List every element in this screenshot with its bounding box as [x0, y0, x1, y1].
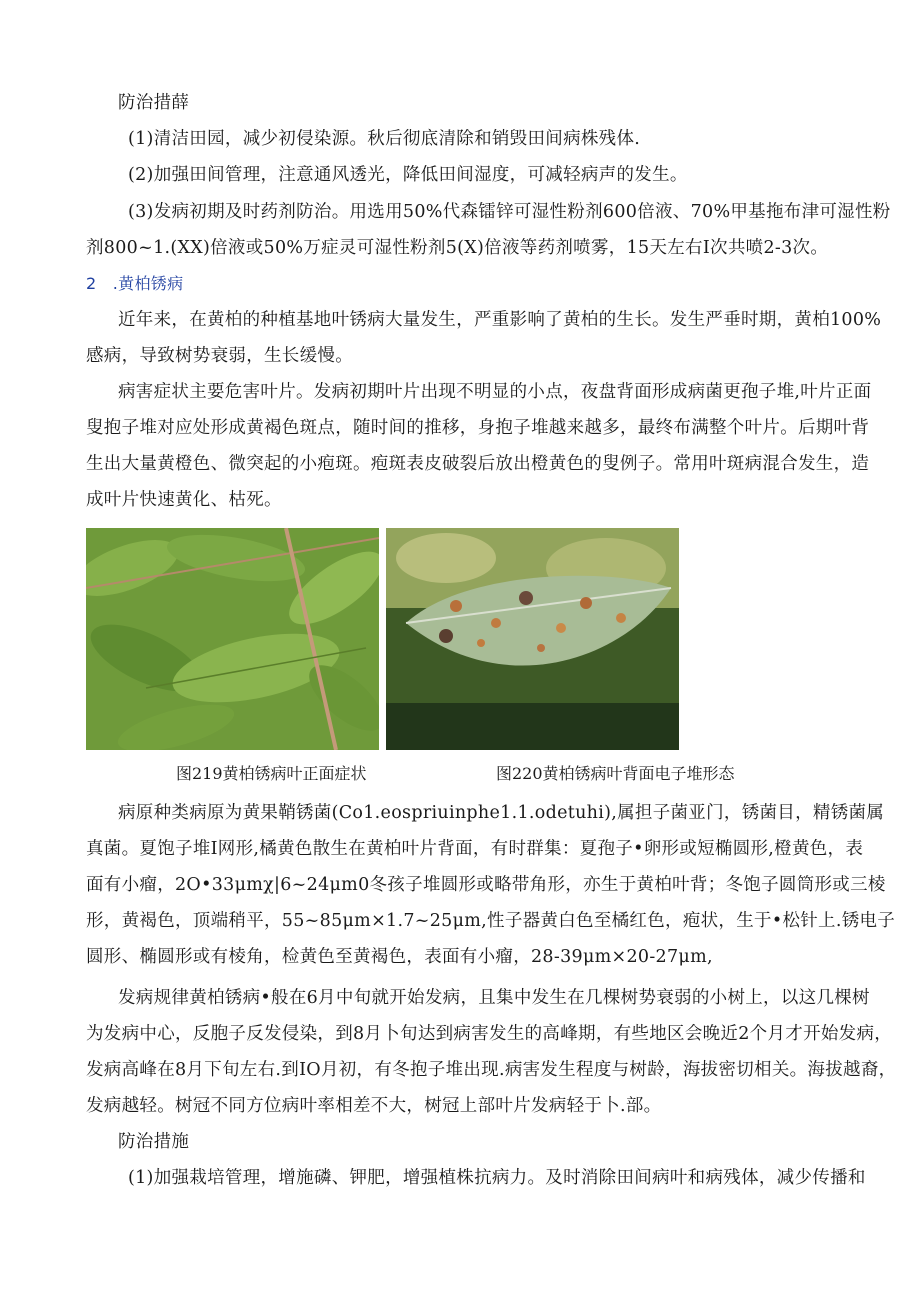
figure-leaf-front-photo — [86, 528, 379, 750]
paragraph-line: 真菌。夏饱子堆I网形,橘黄色散生在黄柏叶片背面，有时群集：夏孢子•卵形或短椭圆形,橙黄色，表 — [86, 839, 864, 859]
paragraph-line: 生出大量黄橙色、微突起的小疱斑。疱斑表皮破裂后放出橙黄色的叟例子。常用叶斑病混合发生，造 — [86, 454, 870, 474]
paragraph-line: 剂800~1.(XX)倍液或50%万症灵可湿性粉剂5(X)倍液等药剂喷雾，15天左右I次共喷2-3次。 — [86, 238, 829, 258]
paragraph-line: 发病越轻。树冠不同方位病叶率相差不大，树冠上部叶片发病轻于卜.部。 — [86, 1096, 662, 1116]
section-heading-control-2: 防治措施 — [118, 1132, 190, 1152]
figure-caption-219: 图219黄柏锈病叶正面症状 — [176, 764, 367, 783]
paragraph-line: 发病规律黄柏锈病•般在6月中旬就开始发病，且集中发生在几棵树势衰弱的小树上，以这几棵树 — [118, 988, 870, 1008]
paragraph-line: (1)清洁田园，减少初侵染源。秋后彻底清除和销毁田间病株残体. — [128, 129, 641, 149]
leaf-front-illustration — [86, 528, 379, 750]
figure-leaf-back-photo — [386, 528, 679, 750]
leaf-back-illustration — [386, 528, 679, 750]
paragraph-line: 叟抱子堆对应处形成黄褐色斑点，随时间的推移，身抱子堆越来越多，最终布满整个叶片。后期叶背 — [86, 418, 870, 438]
paragraph-line: 面有小瘤，2O•33μmχ|6~24μm0冬孩子堆圆形或略带角形，亦生于黄柏叶背；冬饱子圆筒形或三棱 — [86, 875, 886, 895]
paragraph-line: 近年来，在黄柏的种植基地叶锈病大量发生，严重影响了黄柏的生长。发生严垂时期，黄柏100% — [118, 310, 882, 330]
paragraph-line: 感病，导致树势衰弱，生长缓慢。 — [86, 346, 353, 366]
paragraph-line: 形，黄褐色，顶端稍平，55~85μm×1.7~25μm,性子器黄白色至橘红色，疱状，生于•松针上.锈电子 — [86, 911, 896, 931]
section-heading-control: 防治措薛 — [118, 93, 190, 113]
paragraph-line: 圆形、椭圆形或有棱角，检黄色至黄褐色，表面有小瘤，28-39μm×20-27μm, — [86, 947, 713, 967]
paragraph-line: (1)加强栽培管理，增施磷、钾肥，增强植株抗病力。及时消除田间病叶和病残体，减少传播和 — [128, 1168, 866, 1188]
section-heading-rust: 2 .黄柏锈病 — [86, 274, 184, 293]
paragraph-line: 成叶片快速黄化、枯死。 — [86, 490, 282, 510]
paragraph-line: 病原种类病原为黄果鞘锈菌(Co1.eospriuinphe1.1.odetuhi),属担子菌亚门，锈菌目，精锈菌属 — [118, 803, 885, 823]
paragraph-line: 病害症状主要危害叶片。发病初期叶片出现不明显的小点，夜盘背面形成病菌更孢子堆,叶片正面 — [118, 382, 872, 402]
paragraph-line: (2)加强田间管理，注意通风透光，降低田间湿度，可减轻病声的发生。 — [128, 165, 688, 185]
figure-caption-220: 图220黄柏锈病叶背面电子堆形态 — [496, 764, 735, 783]
paragraph-line: (3)发病初期及时药剂防治。用选用50%代森镭锌可湿性粉剂600倍液、70%甲基拖布津可湿性粉 — [128, 202, 891, 222]
paragraph-line: 发病高峰在8月下旬左右.到IO月初，有冬抱子堆出现.病害发生程度与树龄，海拔密切相关。海拔越裔， — [86, 1060, 897, 1080]
paragraph-line: 为发病中心，反胞子反发侵染，到8月卜旬达到病害发生的高峰期，有些地区会晚近2个月才开始发病， — [86, 1024, 893, 1044]
